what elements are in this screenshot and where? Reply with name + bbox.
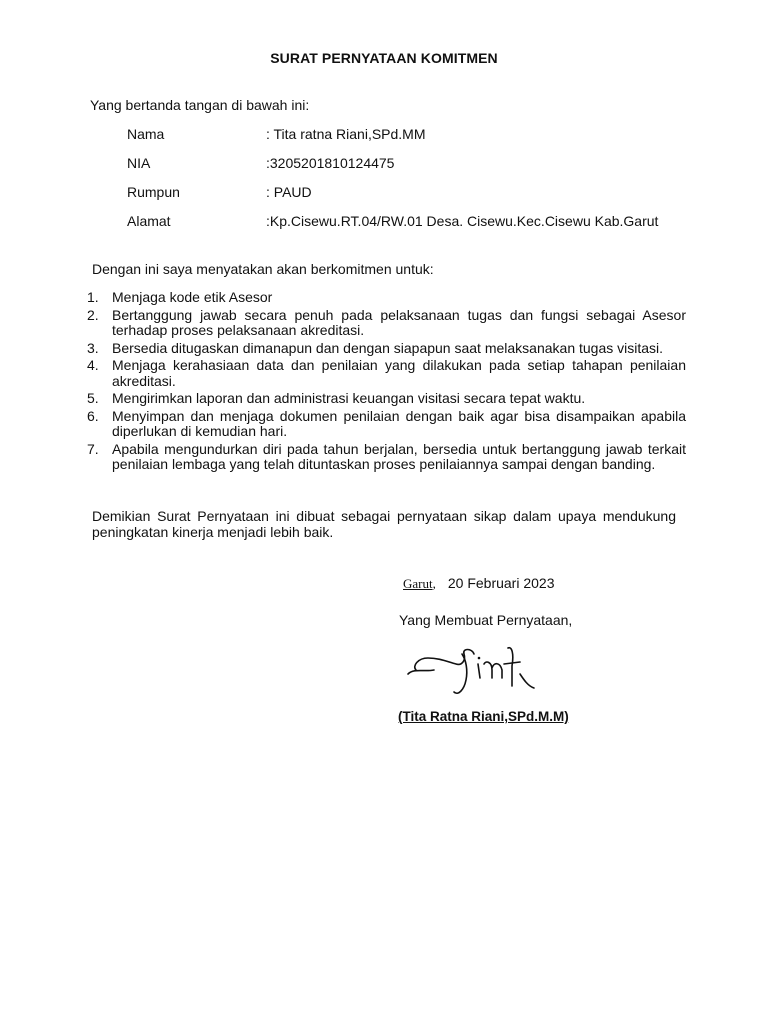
- document-title: SURAT PERNYATAAN KOMITMEN: [270, 50, 498, 66]
- list-item: [85, 290, 686, 306]
- list-item-text: Mengirimkan laporan dan administrasi keuangan visitasi secara tepat waktu.: [112, 390, 586, 406]
- list-item-text: Apabila mengundurkan diri pada tahun berjalan, bersedia untuk bertanggung jawab terkait penilaian lembaga yang telah dituntaskan proses penilaiannya sampai dengan banding.: [112, 440, 686, 472]
- place-text: Garut: [403, 576, 433, 591]
- date-text: 20 Februari 2023: [447, 575, 555, 591]
- list-item: [85, 358, 686, 389]
- signer-role: Yang Membuat Pernyataan,: [399, 612, 573, 628]
- list-item-text: Menjaga kode etik Asesor: [112, 289, 273, 305]
- signer-name: (Tita Ratna Riani,SPd.M.M): [398, 709, 569, 724]
- list-item-text: Menjaga kerahasiaan data dan penilaian yang dilakukan pada setiap tahapan penilaian akreditasi.: [112, 357, 686, 389]
- list-item: [85, 341, 686, 357]
- list-item: [85, 442, 686, 473]
- handwritten-signature: [404, 640, 564, 702]
- list-item: [85, 308, 686, 339]
- place-comma: ,: [432, 576, 436, 591]
- commitment-intro: Dengan ini saya menyatakan akan berkomitmen untuk:: [92, 261, 434, 277]
- list-item: [85, 391, 686, 407]
- identity-value: :Kp.Cisewu.RT.04/RW.01 Desa. Cisewu.Kec.Cisewu Kab.Garut: [266, 213, 659, 229]
- list-item-number: 2.: [87, 306, 99, 323]
- list-item-text: Bersedia ditugaskan dimanapun dan dengan siapapun saat melaksanakan tugas visitasi.: [112, 339, 664, 356]
- identity-value: : PAUD: [266, 184, 312, 200]
- identity-label: Rumpun: [127, 184, 180, 200]
- intro-text: Yang bertanda tangan di bawah ini:: [90, 97, 310, 113]
- identity-label: Alamat: [127, 213, 171, 229]
- commitment-list: [85, 290, 686, 475]
- list-item-number: 1.: [87, 289, 99, 305]
- list-item-number: 3.: [87, 339, 99, 356]
- list-item-number: 7.: [87, 440, 99, 457]
- list-item-text: Menyimpan dan menjaga dokumen penilaian dengan baik agar bisa disampaikan apabila diperlukan di kemudian hari.: [112, 407, 686, 439]
- list-item-text: Bertanggung jawab secara penuh pada pelaksanaan tugas dan fungsi sebagai Asesor terhadap proses pelaksanaan akreditasi.: [112, 306, 686, 338]
- closing-paragraph: Demikian Surat Pernyataan ini dibuat sebagai pernyataan sikap dalam upaya mendukung peningkatan kinerja menjadi lebih baik.: [92, 508, 676, 540]
- list-item-number: 6.: [87, 407, 99, 424]
- identity-label: Nama: [127, 126, 165, 142]
- list-item-number: 5.: [87, 390, 99, 406]
- place-date: [403, 575, 555, 592]
- list-item-number: 4.: [87, 357, 99, 373]
- list-item: [85, 409, 686, 440]
- identity-value: :3205201810124475: [266, 155, 395, 171]
- identity-value: : Tita ratna Riani,SPd.MM: [266, 126, 426, 142]
- identity-label: NIA: [127, 155, 151, 171]
